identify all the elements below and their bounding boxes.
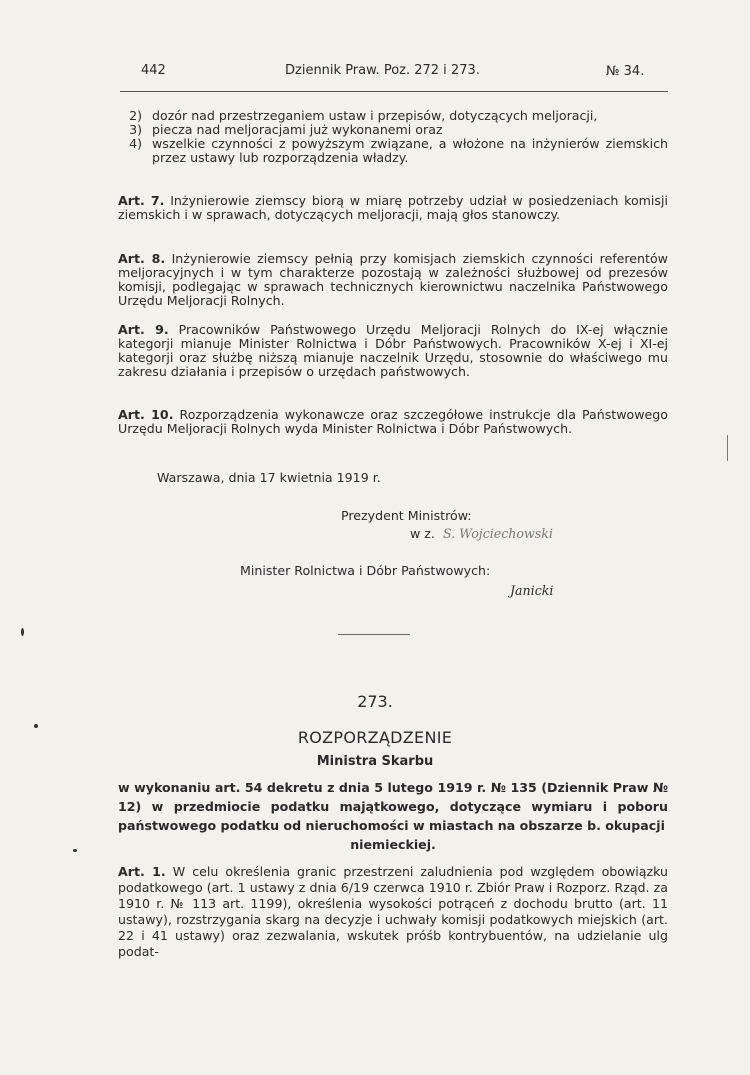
article-label: Art. 8.	[118, 251, 166, 266]
header-divider	[120, 91, 668, 92]
section-divider	[338, 634, 410, 635]
article-label: Art. 10.	[118, 407, 174, 422]
item-number: 4)	[129, 136, 142, 151]
article-9	[118, 323, 668, 379]
article-text: W celu określenia granic przestrzeni zaludnienia pod względem obowiązku podatkowego (art. 1 ustawy z dnia 6/19 czerwca 1910 r. Zbiór Praw i Rozporz. Rząd. za 1910 r. № 113 art. 1199), określenia wysokości potrąceń z dochodu brutto (art. 11 ustawy), rozstrzygania skarg na decyzje i uchwały komisji podatkowych miejskich (art. 22 i 41 ustawy) oraz zezwalania, wskutek próśb kontrybuentów, na udzielanie ulg podat-	[118, 864, 668, 959]
president-title: Prezydent Ministrów:	[341, 508, 472, 523]
date-line: Warszawa, dnia 17 kwietnia 1919 r.	[157, 470, 381, 485]
article-text: Pracowników Państwowego Urzędu Meljoracji Rolnych do IX-ej włącznie kategorji mianuje Minister Rolnictwa i Dóbr Państwowych. Pracowników X-ej i XI-ej kategorji oraz służbę niższą mianuje naczelnik Urzędu, stosownie do właściwego mu zakresu działania i przepisów o urzędach państwowych.	[118, 322, 668, 379]
issue-number: № 34.	[606, 64, 645, 79]
item-text: wszelkie czynności z powyższym związane, a włożone na inżynierów ziemskich przez ustawy lub rozporządzenia władzy.	[152, 136, 668, 165]
scan-mark	[727, 435, 728, 461]
item-number: 2)	[129, 108, 142, 123]
minister-title: Minister Rolnictwa i Dóbr Państwowych:	[240, 563, 491, 578]
article-text: Rozporządzenia wykonawcze oraz szczegółowe instrukcje dla Państwowego Urzędu Meljoracji Rolnych wyda Minister Rolnictwa i Dóbr Państwowych.	[118, 407, 668, 436]
item-list	[118, 109, 668, 165]
list-item	[118, 137, 668, 165]
article-7	[118, 194, 668, 222]
scan-speck	[21, 628, 24, 636]
minister-signature: Janicki	[510, 583, 554, 598]
section-intro	[118, 778, 668, 854]
page-number: 442	[141, 63, 166, 78]
article-8	[118, 252, 668, 308]
president-signature	[410, 526, 553, 541]
article-10	[118, 408, 668, 436]
section-issuer: Ministra Skarbu	[316, 754, 434, 769]
intro-last: niemieckiej.	[350, 837, 436, 852]
scan-speck	[34, 724, 38, 728]
section-title: ROZPORZĄDZENIE	[297, 728, 453, 747]
intro-text: w wykonaniu art. 54 dekretu z dnia 5 lutego 1919 r. № 135 (Dziennik Praw № 12) w przedmiocie podatku majątkowego, dotyczące wymiaru i poboru państwowego podatku od nieruchomości w miastach na obszarze b. okupacji	[118, 780, 668, 833]
item-text: piecza nad meljoracjami już wykonanemi oraz	[152, 122, 443, 137]
article-label: Art. 1.	[118, 864, 166, 879]
article-label: Art. 9.	[118, 322, 169, 337]
list-item	[118, 123, 668, 137]
article-label: Art. 7.	[118, 193, 165, 208]
journal-title: Dziennik Praw. Poz. 272 i 273.	[285, 63, 480, 78]
section-number: 273.	[357, 692, 393, 711]
scan-speck	[73, 849, 77, 852]
signature-name: S. Wojciechowski	[442, 526, 553, 541]
article-text: Inżynierowie ziemscy pełnią przy komisjach ziemskich czynności referentów meljoracyjnych i w tym charakterze pozostają w zależności służbowej od prezesów komisji, podlegając w sprawach technicznych kierownictwu naczelnika Państwowego Urzędu Meljoracji Rolnych.	[118, 251, 668, 308]
article-1	[118, 864, 668, 960]
article-text: Inżynierowie ziemscy biorą w miarę potrzeby udział w posiedzeniach komisji ziemskich i w sprawach, dotyczących meljoracji, mają głos stanowczy.	[118, 193, 668, 222]
list-item	[118, 109, 668, 123]
item-text: dozór nad przestrzeganiem ustaw i przepisów, dotyczących meljoracji,	[152, 108, 598, 123]
wz-label: w z.	[410, 526, 435, 541]
item-number: 3)	[129, 122, 142, 137]
